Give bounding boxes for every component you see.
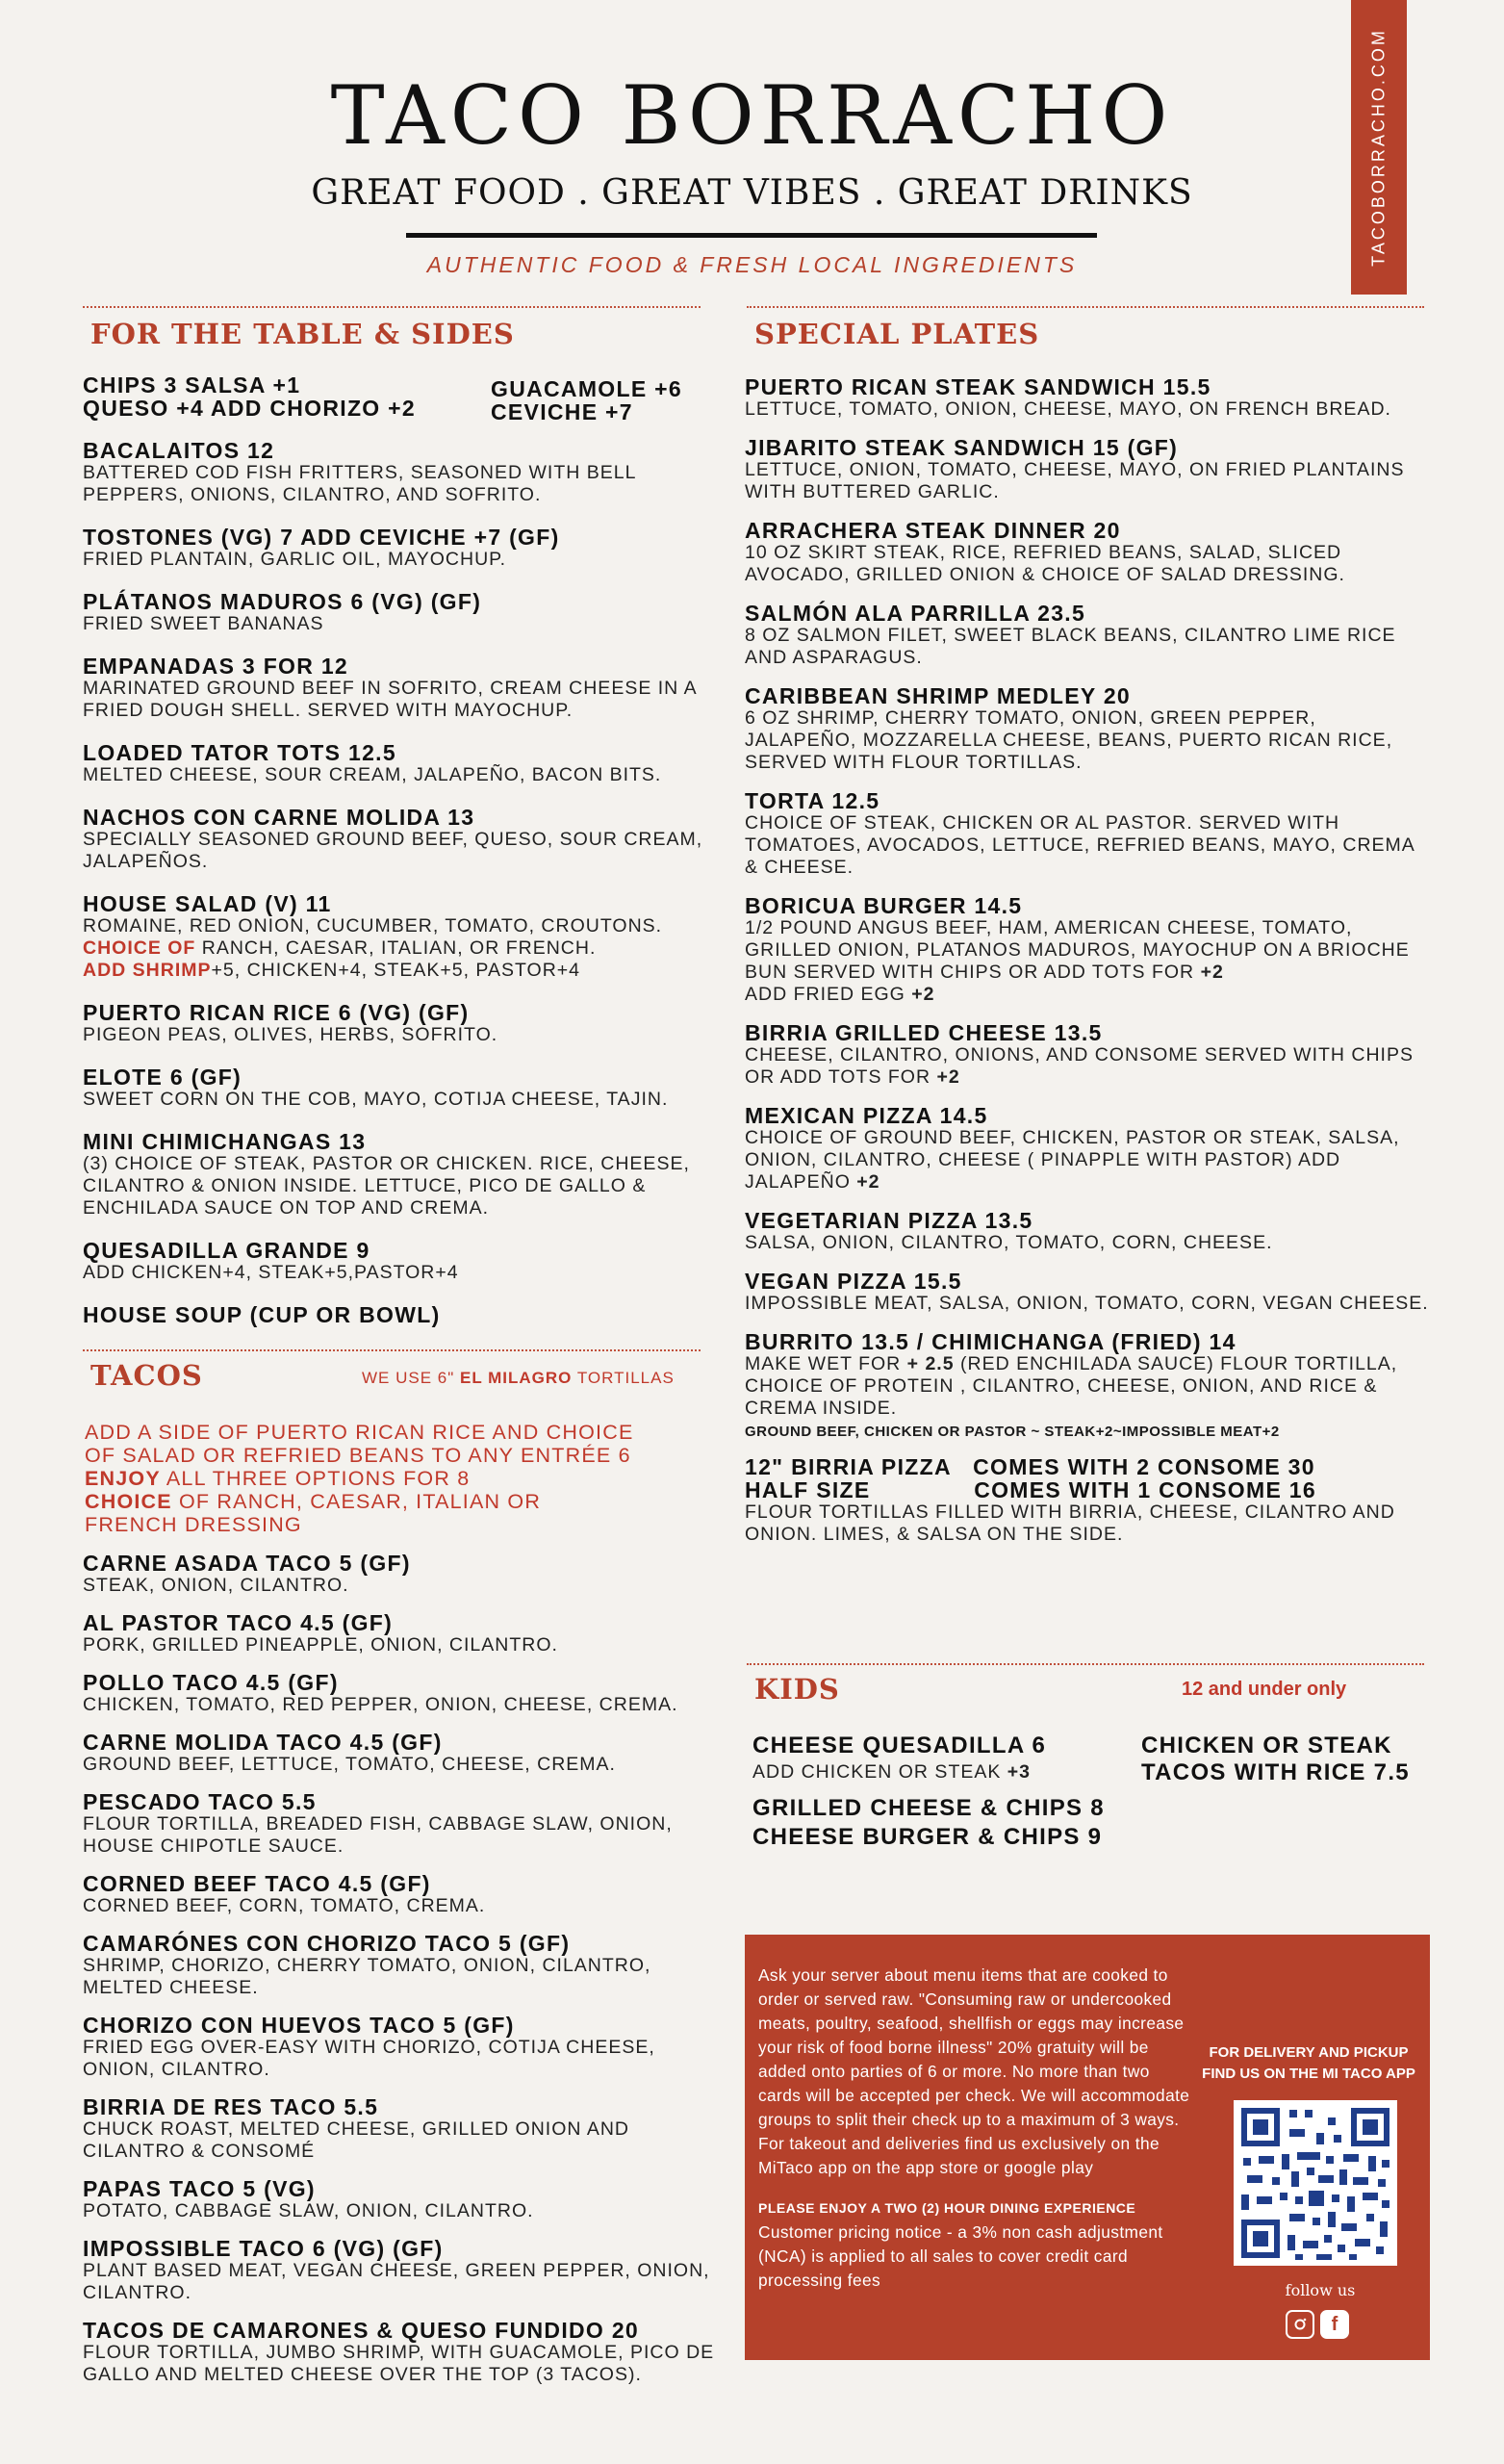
menu-item: TACOS DE CAMARONES & QUESO FUNDIDO 20 FLOUR TORTILLA, JUMBO SHRIMP, WITH GUACAMOLE, PICO DE GALLO AND MELTED CHEESE OVER THE TOP (3 TACOS). [83, 2318, 715, 2385]
facebook-icon[interactable]: f [1320, 2310, 1349, 2339]
birria-pizza-item: 12" BIRRIA PIZZA COMES WITH 2 CONSOME 30 HALF SIZE COMES WITH 1 CONSOME 16 FLOUR TORTILLAS FILLED WITH BIRRIA, CHEESE, CILANTRO AND ONION. LIMES, & SALSA ON THE SIDE. [745, 1454, 1395, 1545]
tagline: GREAT FOOD . GREAT VIBES . GREAT DRINKS [311, 173, 1193, 213]
birria-grilled-cheese-item: BIRRIA GRILLED CHEESE 13.5 CHEESE, CILANTRO, ONIONS, AND CONSOME SERVED WITH CHIPS OR ADD TOTS FOR +2 [745, 1020, 1414, 1088]
qr-code-graphic [1234, 2100, 1397, 2266]
menu-item: BIRRIA DE RES TACO 5.5 CHUCK ROAST, MELTED CHEESE, GRILLED ONION AND CILANTRO & CONSOMÉ [83, 2094, 629, 2162]
tacos-list [83, 1552, 727, 2386]
guacamole-line: GUACAMOLE +6 [491, 376, 682, 401]
instagram-icon[interactable] [1286, 2310, 1314, 2339]
special-plates-list [745, 375, 1430, 1546]
menu-item: ELOTE 6 (GF) SWEET CORN ON THE COB, MAYO, COTIJA CHEESE, TAJIN. [83, 1065, 669, 1110]
tortilla-note: WE USE 6" EL MILAGRO TORTILLAS [362, 1369, 675, 1387]
website-text[interactable]: TACOBORRACHO.COM [1368, 28, 1389, 267]
header-divider [406, 233, 1097, 238]
menu-item: PAPAS TACO 5 (VG) POTATO, CABBAGE SLAW, ONION, CILANTRO. [83, 2176, 534, 2221]
kids-item: CHEESE BURGER & CHIPS 9 [752, 1824, 1103, 1850]
menu-item: PLÁTANOS MADUROS 6 (VG) (GF) FRIED SWEET BANANAS [83, 589, 482, 634]
section-title-special-plates: SPECIAL PLATES [754, 318, 1040, 350]
kids-item-add: ADD CHICKEN OR STEAK +3 [752, 1761, 1032, 1783]
kids-item: TACOS WITH RICE 7.5 [1141, 1759, 1410, 1785]
mexican-pizza-item: MEXICAN PIZZA 14.5 CHOICE OF GROUND BEEF, CHICKEN, PASTOR OR STEAK, SALSA, ONION, CILANTRO, CHEESE ( PINAPPLE WITH PASTOR) ADD JALAPEÑO +2 [745, 1103, 1400, 1193]
follow-us-label: follow us [1285, 2281, 1356, 2299]
menu-item: LOADED TATOR TOTS 12.5 MELTED CHEESE, SOUR CREAM, JALAPEÑO, BACON BITS. [83, 740, 662, 785]
boricua-burger-item: BORICUA BURGER 14.5 1/2 POUND ANGUS BEEF, HAM, AMERICAN CHEESE, TOMATO, GRILLED ONION, PLATANOS MADUROS, MAYOCHUP ON A BRIOCHE BUN SERVED WITH CHIPS OR ADD TOTS FOR +2 ADD FRIED EGG +2 [745, 893, 1410, 1005]
subtagline: AUTHENTIC FOOD & FRESH LOCAL INGREDIENTS [426, 252, 1078, 277]
tacos-side-note: ADD A SIDE OF PUERTO RICAN RICE AND CHOICE OF SALAD OR REFRIED BEANS TO ANY ENTRÉE 6 ENJOY ALL THREE OPTIONS FOR 8 CHOICE OF RANCH, CAESAR, ITALIAN OR FRENCH DRESSING [85, 1421, 634, 1536]
menu-item: CARNE ASADA TACO 5 (GF) STEAK, ONION, CILANTRO. [83, 1551, 411, 1596]
divider [83, 1349, 701, 1351]
menu-item: QUESADILLA GRANDE 9 ADD CHICKEN+4, STEAK+5,PASTOR+4 [83, 1238, 459, 1283]
menu-item: JIBARITO STEAK SANDWICH 15 (GF) LETTUCE, ONION, TOMATO, CHEESE, MAYO, ON FRIED PLANTAINS WITH BUTTERED GARLIC. [745, 435, 1405, 502]
menu-item: HOUSE SOUP (CUP OR BOWL) [83, 1302, 441, 1327]
menu-item: CARNE MOLIDA TACO 4.5 (GF) GROUND BEEF, LETTUCE, TOMATO, CHEESE, CREMA. [83, 1730, 616, 1775]
section-title-kids: KIDS [754, 1673, 840, 1706]
chips-line-1: CHIPS 3 SALSA +1 [83, 372, 301, 398]
info-box [745, 1935, 1430, 2360]
menu-item: TORTA 12.5 CHOICE OF STEAK, CHICKEN OR AL PASTOR. SERVED WITH TOMATOES, AVOCADOS, LETTUCE, REFRIED BEANS, MAYO, CREMA & CHEESE. [745, 788, 1415, 878]
menu-item: VEGAN PIZZA 15.5 IMPOSSIBLE MEAT, SALSA, ONION, TOMATO, CORN, VEGAN CHEESE. [745, 1269, 1429, 1314]
menu-item: CAMARÓNES CON CHORIZO TACO 5 (GF) SHRIMP, CHORIZO, CHERRY TOMATO, ONION, CILANTRO, MELTED CHEESE. [83, 1931, 651, 1998]
house-salad-item: HOUSE SALAD (V) 11 ROMAINE, RED ONION, CUCUMBER, TOMATO, CROUTONS. CHOICE OF RANCH, CAESAR, ITALIAN, OR FRENCH. ADD SHRIMP+5, CHICKEN+4, STEAK+5, PASTOR+4 [83, 891, 663, 981]
info-text: Ask your server about menu items that are cooked to order or served raw. "Consuming raw or undercooked meats, poultry, seafood, shellfish or eggs may increase your risk of food borne illness" 20% gratuity will be added onto parties of 6 or more. No more than two cards will be accepted per check. We will accommodate groups to split their check up to a maximum of 3 ways. For takeout and deliveries find us exclusively on the MiTaco app on the app store or google play PLEASE ENJOY A TWO (2) HOUR DINING EXPERIENCE Customer pricing notice - a 3% non cash adjustment (NCA) is applied to all sales to cover credit card processing fees [758, 1965, 1190, 2290]
menu-item: PESCADO TACO 5.5 FLOUR TORTILLA, BREADED FISH, CABBAGE SLAW, ONION, HOUSE CHIPOTLE SAUCE. [83, 1789, 673, 1857]
kids-list-left [752, 1734, 1137, 1849]
section-title-table-sides: FOR THE TABLE & SIDES [90, 318, 515, 350]
table-sides-list [83, 439, 727, 1326]
menu-item: SALMÓN ALA PARRILLA 23.5 8 OZ SALMON FILET, SWEET BLACK BEANS, CILANTRO LIME RICE AND ASPARAGUS. [745, 601, 1396, 668]
menu-item: PUERTO RICAN RICE 6 (VG) (GF) PIGEON PEAS, OLIVES, HERBS, SOFRITO. [83, 1000, 498, 1045]
kids-age-note: 12 and under only [1182, 1679, 1347, 1700]
menu-item: POLLO TACO 4.5 (GF) CHICKEN, TOMATO, RED PEPPER, ONION, CHEESE, CREMA. [83, 1670, 678, 1715]
burrito-item: BURRITO 13.5 / CHIMICHANGA (FRIED) 14 MAKE WET FOR + 2.5 (RED ENCHILADA SAUCE) FLOUR TORTILLA, CHOICE OF PROTEIN , CILANTRO, CHEESE, ONION, AND RICE & CREMA INSIDE. GROUND BEEF, CHICKEN OR PASTOR ~ STEAK+2~IMPOSSIBLE MEAT+2 [745, 1329, 1398, 1440]
menu-item: PUERTO RICAN STEAK SANDWICH 15.5 LETTUCE, TOMATO, ONION, CHEESE, MAYO, ON FRENCH BREAD. [745, 374, 1391, 420]
menu-item: ARRACHERA STEAK DINNER 20 10 OZ SKIRT STEAK, RICE, REFRIED BEANS, SALAD, SLICED AVOCADO, GRILLED ONION & CHOICE OF SALAD DRESSING. [745, 518, 1345, 585]
kids-item: CHEESE QUESADILLA 6 [752, 1732, 1047, 1758]
ceviche-line: CEVICHE +7 [491, 399, 633, 424]
menu-item: AL PASTOR TACO 4.5 (GF) PORK, GRILLED PINEAPPLE, ONION, CILANTRO. [83, 1610, 558, 1656]
divider [747, 1663, 1424, 1665]
menu-item: CHORIZO CON HUEVOS TACO 5 (GF) FRIED EGG OVER-EASY WITH CHORIZO, COTIJA CHEESE, ONION, CILANTRO. [83, 2013, 655, 2080]
menu-item: CORNED BEEF TACO 4.5 (GF) CORNED BEEF, CORN, TOMATO, CREMA. [83, 1871, 486, 1916]
menu-item: EMPANADAS 3 FOR 12 MARINATED GROUND BEEF IN SOFRITO, CREAM CHEESE IN A FRIED DOUGH SHELL. SERVED WITH MAYOCHUP. [83, 654, 697, 721]
delivery-note: FOR DELIVERY AND PICKUP FIND US ON THE MI TACO APP [1202, 2044, 1415, 2082]
divider [747, 306, 1424, 308]
chips-line-2: QUESO +4 ADD CHORIZO +2 [83, 396, 417, 421]
menu-item: VEGETARIAN PIZZA 13.5 SALSA, ONION, CILANTRO, TOMATO, CORN, CHEESE. [745, 1208, 1273, 1253]
menu-item: BACALAITOS 12 BATTERED COD FISH FRITTERS, SEASONED WITH BELL PEPPERS, ONIONS, CILANTRO, AND SOFRITO. [83, 438, 636, 505]
qr-code[interactable] [1234, 2100, 1397, 2266]
menu-item: IMPOSSIBLE TACO 6 (VG) (GF) PLANT BASED MEAT, VEGAN CHEESE, GREEN PEPPER, ONION, CILANTRO. [83, 2236, 710, 2303]
menu-item: TOSTONES (VG) 7 ADD CEVICHE +7 (GF) FRIED PLANTAIN, GARLIC OIL, MAYOCHUP. [83, 525, 560, 570]
divider [83, 306, 701, 308]
kids-list-right [1141, 1734, 1430, 1784]
website-tab[interactable] [1351, 0, 1407, 295]
restaurant-title: TACO BORRACHO [330, 68, 1174, 163]
section-title-tacos: TACOS [90, 1359, 203, 1392]
kids-item: GRILLED CHEESE & CHIPS 8 [752, 1795, 1105, 1821]
kids-item: CHICKEN OR STEAK [1141, 1732, 1392, 1758]
menu-item: NACHOS CON CARNE MOLIDA 13 SPECIALLY SEASONED GROUND BEEF, QUESO, SOUR CREAM, JALAPEÑOS. [83, 805, 703, 872]
menu-item: MINI CHIMICHANGAS 13 (3) CHOICE OF STEAK, PASTOR OR CHICKEN. RICE, CHEESE, CILANTRO & ONION INSIDE. LETTUCE, PICO DE GALLO & ENCHILADA SAUCE ON TOP AND CREMA. [83, 1129, 690, 1219]
menu-item: CARIBBEAN SHRIMP MEDLEY 20 6 OZ SHRIMP, CHERRY TOMATO, ONION, GREEN PEPPER, JALAPEÑO, MOZZARELLA CHEESE, BEANS, PUERTO RICAN RICE, SERVED WITH FLOUR TORTILLAS. [745, 683, 1393, 773]
